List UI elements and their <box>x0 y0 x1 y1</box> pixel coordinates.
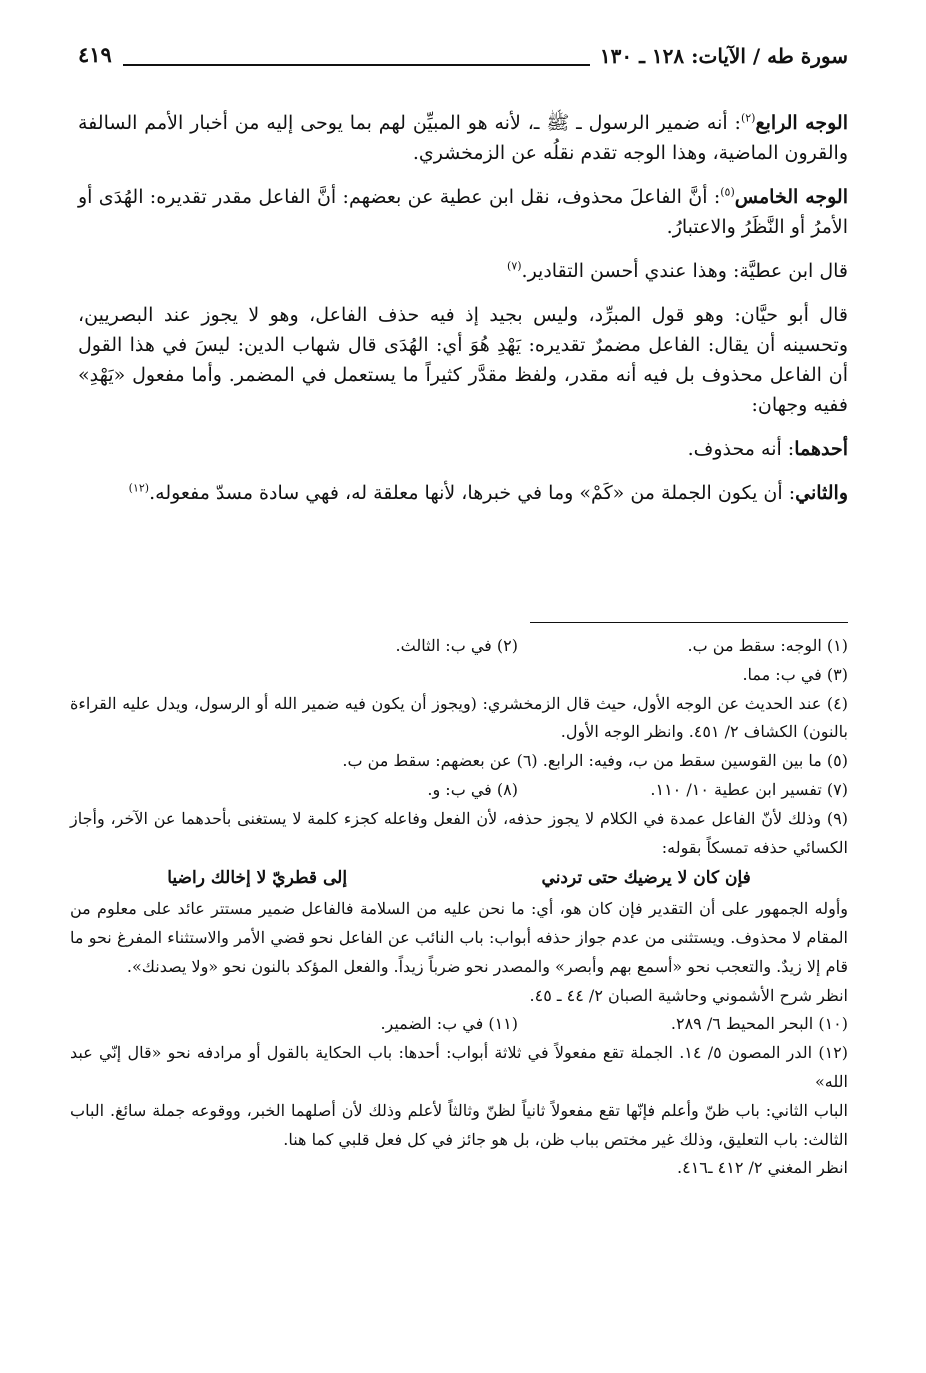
footnote-12: (١٢) الدر المصون ٥/ ١٤. الجملة تقع مفعولاً في ثلاثة أبواب: أحدها: باب الحكاية بالقول أو مرادفه نحو «قال إنّي عبد الله» <box>70 1043 848 1091</box>
footnote-7: (٧) تفسير ابن عطية ١٠/ ١١٠. <box>650 779 848 799</box>
footnote-9: (٩) وذلك لأنّ الفاعل عمدة في الكلام لا يجوز حذفه، لأن الفعل وفاعله كجزء كلمة لا يستغنى بأحدهما عن الآخر، وأجاز الكسائي حذفه تمسكاً بقوله: <box>70 808 848 857</box>
footnote-ref: (٧) <box>507 259 522 273</box>
footnote-row <box>70 632 848 661</box>
footnote-11: (١١) في ب: الضمير. <box>380 1014 518 1034</box>
page-number: ٤١٩ <box>78 42 112 67</box>
footnote-ref: (٢) <box>740 111 756 125</box>
paragraph-fourth-aspect <box>78 108 848 168</box>
footnote-12-continued: الباب الثاني: باب ظنّ وأعلم فإنّها تقع مفعولاً ثانياً لظنّ وثالثاً لأعلم وذلك لأن أصلهما الخبر، ووقوعه جملة سائغ. الباب الثالث: باب التعليق، وذلك غير مختص بباب ظن، بل هو جائز في كل فعل قلبي كما هنا. <box>70 1100 848 1149</box>
footnote-row <box>70 776 848 805</box>
verse-first-hemistich: فإن كان لا يرضيك حتى تردني <box>541 868 751 889</box>
footnote-9-continued: وأوله الجمهور على أن التقدير فإن كان هو، أي: ما نحن عليه من السلامة فالفاعل ضمير مستتر عائد على معلوم من المقام لا محذوف. ويستثنى من عدم جواز حذفه أبواب: باب النائب عن الفاعل نحو قضي الأمر والاستثناء المفرغ نحو ما قام إلا زيدٌ. والتعجب نحو «أسمع بهم وأبصر» والمصدر نحو ضرباً زيداً. والفعل المؤكد بالنون نحو «ولا يصدنك». <box>70 899 848 976</box>
footnotes <box>70 632 848 1183</box>
page-header <box>78 38 848 78</box>
footnote-row <box>70 1010 848 1039</box>
paragraph-first-of-two <box>78 434 848 464</box>
footnote-ref: (٥) <box>720 185 735 199</box>
paragraph-fifth-aspect <box>78 182 848 242</box>
paragraph-abu-hayyan <box>78 300 848 420</box>
footnote-10: (١٠) البحر المحيط ٦/ ٢٨٩. <box>670 1014 848 1034</box>
footnote-separator <box>530 622 848 623</box>
paragraph-heading: الوجه الخامس <box>734 186 849 208</box>
poetry-verse <box>70 864 848 893</box>
paragraph-heading: والثاني <box>795 482 848 504</box>
footnote-9-reference: انظر شرح الأشموني وحاشية الصبان ٢/ ٤٤ ـ ٤٥. <box>529 985 848 1005</box>
main-text <box>78 108 848 522</box>
paragraph-text: قال ابن عطيَّة: وهذا عندي أحسن التقادير. <box>521 260 848 282</box>
footnote-2: (٢) في ب: الثالث. <box>395 636 518 655</box>
footnote-4: (٤) عند الحديث عن الوجه الأول، حيث قال الزمخشري: (ويجوز أن يكون فيه ضمير الله أو الرسول، ويدل عليه القراءة بالنون) الكشاف ٢/ ٤٥١. وانظر الوجه الأول. <box>70 693 848 742</box>
paragraph-heading: أحدهما <box>794 438 848 460</box>
header-rule <box>123 64 590 66</box>
paragraph-text: : أنه محذوف. <box>687 438 795 460</box>
paragraph-heading: الوجه الرابع <box>755 112 848 134</box>
footnote-12-reference: انظر المغني ٢/ ٤١٢ ـ٤١٦. <box>677 1158 848 1178</box>
footnote-ref: (١٢) <box>128 481 150 495</box>
paragraph-text: : أنه ضمير الرسول ـ ﷺ ـ، لأنه هو المبيِّن لهم بما يوحى إليه من أخبار الأمم السالفة والقرون الماضية، وهذا الوجه تقدم نقلُه عن الزمخشري. <box>78 112 848 164</box>
verse-second-hemistich: إلى قطريّ لا إخالك راضيا <box>167 868 348 889</box>
footnote-1: (١) الوجه: سقط من ب. <box>687 636 848 655</box>
footnote-8: (٨) في ب: و. <box>427 779 518 799</box>
paragraph-text: قال أبو حيَّان: وهو قول المبرِّد، وليس بجيد إذ فيه حذف الفاعل، وهو لا يجوز عند البصريين، وتحسينه أن يقال: الفاعل مضمرٌ تقديره: يَهْدِ هُوَ أي: الهُدَى قال شهاب الدين: ليسَ في هذا القول أن الفاعل محذوف بل فيه أنه مقدر، ولفظ مقدَّر كثيراً ما يستعمل في المضمر. وأما مفعول «يَهْدِ» ففيه وجهان: <box>78 304 848 416</box>
running-title: سورة طه / الآيات: ١٢٨ ـ ١٣٠ <box>599 44 848 68</box>
paragraph-text: : أنَّ الفاعلَ محذوف، نقل ابن عطية عن بعضهم: أنَّ الفاعل مقدر تقديره: الهُدَى أو الأمرُ أو النَّظَرُ والاعتبارُ. <box>78 186 848 238</box>
paragraph-text: : أن يكون الجملة من «كَمْ» وما في خبرها، لأنها معلقة له، فهي سادة مسدّ مفعوله. <box>149 482 796 504</box>
footnote-5-6: (٥) ما بين القوسين سقط من ب، وفيه: الرابع. (٦) عن بعضهم: سقط من ب. <box>342 751 848 771</box>
paragraph-ibn-atiyya <box>78 256 848 286</box>
footnote-3: (٣) في ب: مما. <box>742 664 848 684</box>
paragraph-second-of-two <box>78 478 848 508</box>
